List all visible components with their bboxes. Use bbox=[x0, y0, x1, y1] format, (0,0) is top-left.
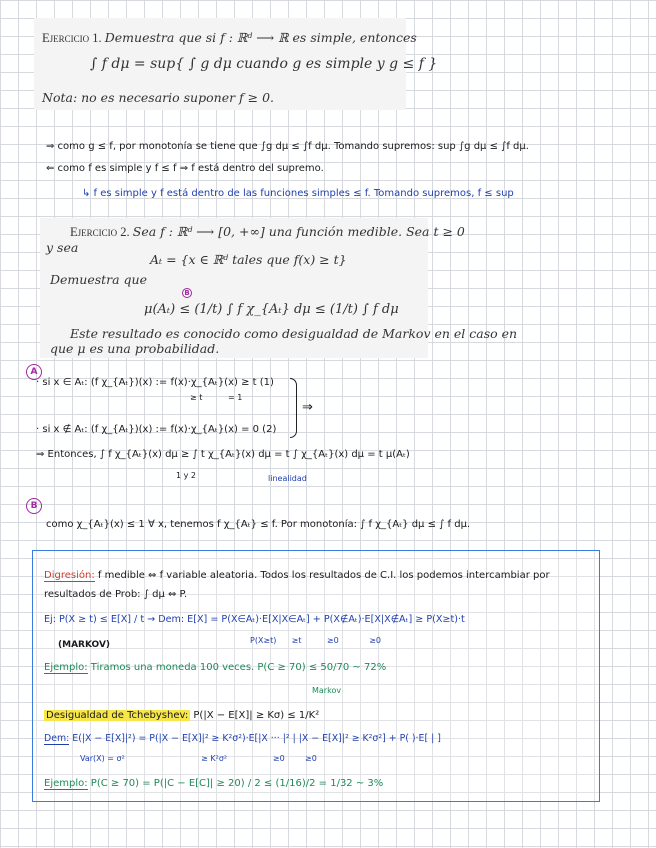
digression-example1 bbox=[44, 662, 386, 673]
exercise2-inequality: μ(Aₜ) ≤ (1/t) ∫ f χ_{Aₜ} dμ ≤ (1/t) ∫ f dμ bbox=[144, 302, 399, 317]
digression-markov-line: Ej: P(X ≥ t) ≤ E[X] / t → Dem: E[X] = P(X∈Aₜ)·E[X|X∈Aₜ] + P(X∉Aₜ)·E[X|X∉Aₜ] ≥ P(X≥t)·t bbox=[44, 614, 465, 625]
example2-text: P(C ≥ 70) = P(|C − E[C]| ≥ 20) / 2 ≤ (1/16)/2 = 1/32 ~ 3% bbox=[90, 778, 384, 789]
exercise2-text: Sea f : ℝᵈ ⟶ [0, +∞] una función medible. Sea t ≥ 0 bbox=[132, 224, 465, 239]
example2-label: Ejemplo: bbox=[44, 778, 88, 789]
part-a-under1b: = 1 bbox=[228, 393, 243, 402]
exercise2-marker: B bbox=[182, 288, 192, 298]
digression-markov-label: (MARKOV) bbox=[58, 640, 111, 650]
exercise2-statement2: y sea bbox=[46, 240, 79, 255]
part-b-marker: B bbox=[26, 498, 42, 514]
exercise1-statement bbox=[42, 30, 417, 46]
digression-markov-under: P(X≥t) ≥t ≥0 ≥0 bbox=[250, 636, 382, 645]
exercise2-prove: Demuestra que bbox=[50, 272, 148, 287]
digression-chebyshev bbox=[44, 710, 319, 721]
part-a-under1a: ≥ t bbox=[190, 393, 203, 402]
part-a-brace bbox=[290, 378, 297, 438]
digression-line1 bbox=[44, 570, 550, 581]
part-a-note-1y2: 1 y 2 bbox=[176, 471, 196, 480]
part-a-marker: A bbox=[26, 364, 42, 380]
part-a-note-linealidad: linealidad bbox=[268, 474, 307, 483]
dem2-under: Var(X) = σ² ≥ K²σ² ≥0 ≥0 bbox=[80, 754, 317, 763]
proof1-line3: ↳ f es simple y f está dentro de las funciones simples ≤ f. Tomando supremos, f ≤ sup bbox=[82, 188, 514, 199]
part-a-line1: · si x ∈ Aₜ: (f χ_{Aₜ})(x) := f(x)·χ_{Aₜ}(x) ≥ t (1) bbox=[36, 377, 274, 388]
proof1-line1: ⇒ como g ≤ f, por monotonía se tiene que ∫g dμ ≤ ∫f dμ. Tomando supremos: sup ∫g dμ ≤ ∫f dμ. bbox=[46, 141, 529, 152]
exercise2-card bbox=[40, 218, 518, 358]
digression-line2: resultados de Prob: ∫ dμ ⇔ P. bbox=[44, 589, 188, 600]
chebyshev-title: Desigualdad de Tchebyshev: bbox=[46, 710, 189, 721]
example1-label: Ejemplo: bbox=[44, 662, 88, 673]
part-a-implies: ⇒ bbox=[302, 400, 313, 415]
exercise1-formula: ∫ f dμ = sup{ ∫ g dμ cuando g es simple y g ≤ f } bbox=[90, 56, 438, 72]
part-a-line2: · si x ∉ Aₜ: (f χ_{Aₜ})(x) := f(x)·χ_{Aₜ}(x) = 0 (2) bbox=[36, 424, 277, 435]
exercise2-statement bbox=[70, 224, 465, 240]
digression-title: Digresión: bbox=[44, 570, 95, 581]
exercise1-card bbox=[34, 18, 438, 110]
example1-text: Tiramos una moneda 100 veces. P(C ≥ 70) ≤ 50/70 ~ 72% bbox=[90, 662, 387, 673]
exercise2-set-definition: Aₜ = {x ∈ ℝᵈ tales que f(x) ≥ t} bbox=[150, 252, 347, 267]
exercise2-note: Este resultado es conocido como desigualdad de Markov en el caso en bbox=[70, 326, 518, 341]
example1-note: Markov bbox=[312, 686, 342, 695]
digression-box bbox=[32, 550, 600, 802]
exercise2-label: Ejercicio 2. bbox=[70, 225, 130, 239]
exercise1-note: Nota: no es necesario suponer f ≥ 0. bbox=[42, 90, 275, 105]
exercise1-text: Demuestra que si f : ℝᵈ ⟶ ℝ es simple, entonces bbox=[104, 30, 417, 45]
digression-text1: f medible ⇔ f variable aleatoria. Todos los resultados de C.I. los podemos intercambiar por bbox=[97, 570, 550, 581]
digression-example2 bbox=[44, 778, 383, 789]
digression-dem2 bbox=[44, 733, 441, 744]
proof1-line2: ⇐ como f es simple y f ≤ f ⇒ f está dentro del supremo. bbox=[46, 163, 324, 174]
part-a-line3: ⇒ Entonces, ∫ f χ_{Aₜ}(x) dμ ≥ ∫ t χ_{Aₜ}(x) dμ = t ∫ χ_{Aₜ}(x) dμ = t μ(Aₜ) bbox=[36, 449, 410, 460]
dem2-text: E(|X − E[X]|²) = P(|X − E[X]|² ≥ K²σ²)·E[|X ··· |² | |X − E[X]|² ≥ K²σ²] + P( )·E[ | ] bbox=[72, 733, 441, 744]
exercise2-note2: que μ es una probabilidad. bbox=[50, 341, 220, 356]
chebyshev-formula: P(|X − E[X]| ≥ Kσ) ≤ 1/K² bbox=[193, 710, 320, 721]
exercise1-label: Ejercicio 1. bbox=[42, 31, 102, 45]
part-b-line1: como χ_{Aₜ}(x) ≤ 1 ∀ x, tenemos f χ_{Aₜ} ≤ f. Por monotonía: ∫ f χ_{Aₜ} dμ ≤ ∫ f dμ. bbox=[46, 519, 471, 530]
dem2-label: Dem: bbox=[44, 733, 70, 744]
